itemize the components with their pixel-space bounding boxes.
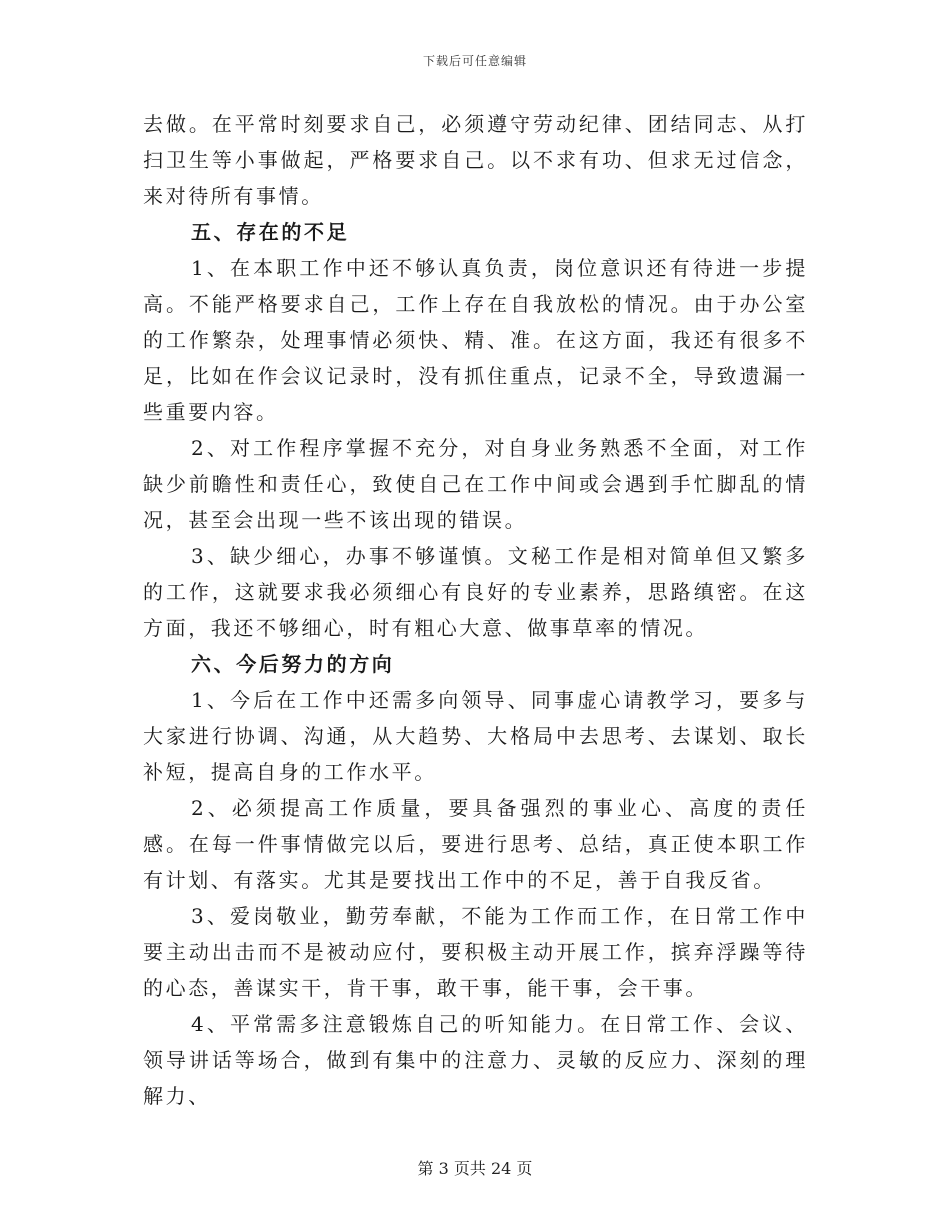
section-heading-6: 六、今后努力的方向 (191, 652, 395, 676)
paragraph-direction-3: 3、爱岗敬业，勤劳奉献，不能为工作而工作，在日常工作中要主动出击而不是被动应付，要积极主动开展工作，摈弃浮躁等待的心态，善谋实干，肯干事，敢干事，能干事，会干事。 (143, 904, 808, 1000)
paragraph-continuation: 去做。在平常时刻要求自己，必须遵守劳动纪律、团结同志、从打扫卫生等小事做起，严格要求自己。以不求有功、但求无过信念，来对待所有事情。 (143, 112, 808, 208)
page-header: 下载后可任意编辑 (422, 54, 527, 68)
section-heading-5: 五、存在的不足 (191, 220, 350, 244)
paragraph-shortcoming-3: 3、缺少细心，办事不够谨慎。文秘工作是相对简单但又繁多的工作，这就要求我必须细心有良好的专业素养，思路缜密。在这方面，我还不够细心，时有粗心大意、做事草率的情况。 (143, 544, 808, 640)
paragraph-direction-2: 2、必须提高工作质量，要具备强烈的事业心、高度的责任感。在每一件事情做完以后，要进行思考、总结，真正使本职工作有计划、有落实。尤其是要找出工作中的不足，善于自我反省。 (143, 796, 808, 892)
paragraph-shortcoming-2: 2、对工作程序掌握不充分，对自身业务熟悉不全面，对工作缺少前瞻性和责任心，致使自己在工作中间或会遇到手忙脚乱的情况，甚至会出现一些不该出现的错误。 (143, 436, 808, 532)
paragraph-shortcoming-1: 1、在本职工作中还不够认真负责，岗位意识还有待进一步提高。不能严格要求自己，工作上存在自我放松的情况。由于办公室的工作繁杂，处理事情必须快、精、准。在这方面，我还有很多不足，比如在作会议记录时，没有抓住重点，记录不全，导致遗漏一些重要内容。 (143, 256, 808, 424)
paragraph-direction-1: 1、今后在工作中还需多向领导、同事虚心请教学习，要多与大家进行协调、沟通，从大趋势、大格局中去思考、去谋划、取长补短，提高自身的工作水平。 (143, 688, 808, 784)
document-body (143, 106, 808, 1114)
page-number: 第 3 页共 24 页 (417, 1159, 533, 1178)
paragraph-direction-4: 4、平常需多注意锻炼自己的听知能力。在日常工作、会议、领导讲话等场合，做到有集中的注意力、灵敏的反应力、深刻的理解力、 (143, 1012, 808, 1108)
